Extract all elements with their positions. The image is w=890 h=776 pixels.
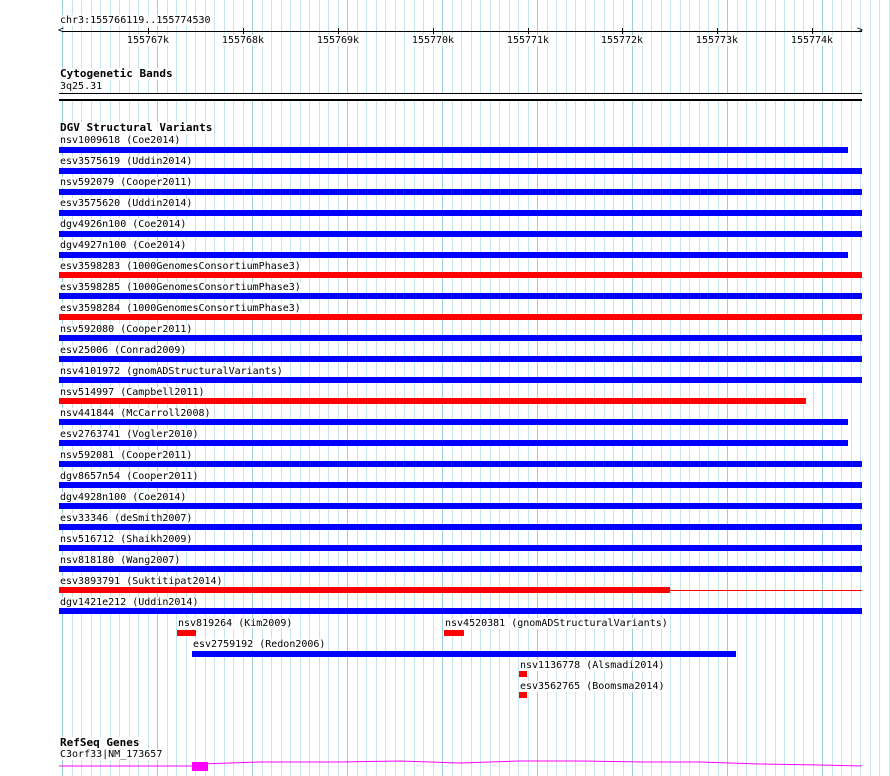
variant-label[interactable]: esv3562765 (Boomsma2014) xyxy=(520,681,665,692)
grid-line xyxy=(414,0,415,776)
dgv-track-title: DGV Structural Variants xyxy=(60,121,213,134)
variant-label[interactable]: esv3575620 (Uddin2014) xyxy=(60,198,193,209)
variant-bar-loss[interactable] xyxy=(59,314,862,320)
grid-line xyxy=(262,0,263,776)
variant-bar-gain[interactable] xyxy=(59,335,862,341)
variant-label[interactable]: nsv592081 (Cooper2011) xyxy=(60,450,193,461)
variant-bar-loss[interactable] xyxy=(519,692,527,698)
cytoband-track-title: Cytogenetic Bands xyxy=(60,67,173,80)
grid-line xyxy=(214,0,215,776)
variant-bar-gain[interactable] xyxy=(59,461,862,467)
variant-bar-loss[interactable] xyxy=(59,398,806,404)
ruler-tick-label: 155772k xyxy=(600,35,644,46)
grid-line xyxy=(860,0,861,776)
variant-label[interactable]: nsv4520381 (gnomADStructuralVariants) xyxy=(445,618,668,629)
grid-line xyxy=(385,0,386,776)
gene-label[interactable]: C3orf33|NM_173657 xyxy=(60,749,163,760)
grid-line xyxy=(461,0,462,776)
grid-line xyxy=(889,0,890,776)
grid-line xyxy=(699,0,700,776)
grid-line xyxy=(756,0,757,776)
grid-line xyxy=(290,0,291,776)
intron-line xyxy=(59,761,862,766)
grid-line xyxy=(366,0,367,776)
variant-bar-gain[interactable] xyxy=(59,440,848,446)
grid-line xyxy=(499,0,500,776)
variant-bar-loss[interactable] xyxy=(177,630,196,636)
grid-line xyxy=(879,0,880,776)
grid-line xyxy=(490,0,491,776)
ruler-tick-label: 155768k xyxy=(221,35,265,46)
grid-line xyxy=(803,0,804,776)
grid-line xyxy=(404,0,405,776)
variant-bar-gain[interactable] xyxy=(59,524,862,530)
variant-label[interactable]: nsv819264 (Kim2009) xyxy=(178,618,293,629)
grid-line xyxy=(338,0,339,776)
variant-label[interactable]: dgv8657n54 (Cooper2011) xyxy=(60,471,199,482)
variant-bar-loss[interactable] xyxy=(444,630,464,636)
exon-block[interactable] xyxy=(192,762,208,771)
grid-line xyxy=(300,0,301,776)
grid-line xyxy=(718,0,719,776)
variant-label[interactable]: nsv818180 (Wang2007) xyxy=(60,555,181,566)
variant-bar-gain[interactable] xyxy=(59,356,862,362)
grid-line xyxy=(452,0,453,776)
grid-line xyxy=(680,0,681,776)
variant-label[interactable]: esv33346 (deSmith2007) xyxy=(60,513,193,524)
variant-label[interactable]: dgv4927n100 (Coe2014) xyxy=(60,240,187,251)
variant-label[interactable]: dgv1421e212 (Uddin2014) xyxy=(60,597,199,608)
variant-extension-line xyxy=(670,590,862,591)
variant-label[interactable]: esv2763741 (Vogler2010) xyxy=(60,429,199,440)
grid-line xyxy=(670,0,671,776)
variant-bar-gain[interactable] xyxy=(59,608,862,614)
variant-bar-loss[interactable] xyxy=(59,587,670,593)
ruler-axis xyxy=(62,31,862,32)
variant-bar-gain[interactable] xyxy=(59,293,862,299)
variant-bar-gain[interactable] xyxy=(59,482,862,488)
refseq-track-title: RefSeq Genes xyxy=(60,736,140,749)
variant-bar-loss[interactable] xyxy=(519,671,527,677)
grid-line xyxy=(509,0,510,776)
variant-bar-gain[interactable] xyxy=(59,419,848,425)
region-label: chr3:155766119..155774530 xyxy=(60,15,211,26)
grid-line xyxy=(708,0,709,776)
track-divider xyxy=(59,100,862,101)
grid-line xyxy=(252,0,253,776)
grid-line xyxy=(281,0,282,776)
grid-line xyxy=(841,0,842,776)
grid-line xyxy=(851,0,852,776)
grid-line xyxy=(794,0,795,776)
grid-line xyxy=(746,0,747,776)
variant-bar-gain[interactable] xyxy=(59,252,848,258)
grid-line xyxy=(224,0,225,776)
grid-line xyxy=(433,0,434,776)
grid-line xyxy=(309,0,310,776)
variant-bar-gain[interactable] xyxy=(59,147,848,153)
variant-label[interactable]: nsv592080 (Cooper2011) xyxy=(60,324,193,335)
variant-label[interactable]: dgv4926n100 (Coe2014) xyxy=(60,219,187,230)
variant-bar-gain[interactable] xyxy=(59,503,862,509)
grid-line xyxy=(271,0,272,776)
variant-label[interactable]: esv3575619 (Uddin2014) xyxy=(60,156,193,167)
variant-label[interactable]: dgv4928n100 (Coe2014) xyxy=(60,492,187,503)
ruler-left-arrow-icon: < xyxy=(58,25,65,36)
variant-label[interactable]: esv3598283 (1000GenomesConsortiumPhase3) xyxy=(60,261,301,272)
variant-label[interactable]: nsv516712 (Shaikh2009) xyxy=(60,534,193,545)
grid-line xyxy=(347,0,348,776)
variant-bar-loss[interactable] xyxy=(59,272,862,278)
variant-bar-gain[interactable] xyxy=(59,231,862,237)
gene-model[interactable] xyxy=(0,758,890,776)
grid-line xyxy=(480,0,481,776)
variant-bar-gain[interactable] xyxy=(192,651,736,657)
grid-line xyxy=(423,0,424,776)
ruler-tick-label: 155770k xyxy=(411,35,455,46)
grid-line xyxy=(233,0,234,776)
ruler-tick-label: 155771k xyxy=(506,35,550,46)
grid-line xyxy=(328,0,329,776)
grid-line xyxy=(319,0,320,776)
grid-line xyxy=(737,0,738,776)
ruler-tick-label: 155767k xyxy=(126,35,170,46)
ruler-tick xyxy=(148,28,149,34)
ruler-tick xyxy=(812,28,813,34)
ruler-tick-label: 155773k xyxy=(695,35,739,46)
ruler-tick-label: 155769k xyxy=(316,35,360,46)
variant-label[interactable]: nsv1009618 (Coe2014) xyxy=(60,135,181,146)
variant-bar-gain[interactable] xyxy=(59,210,862,216)
variant-label[interactable]: nsv592079 (Cooper2011) xyxy=(60,177,193,188)
ruler-tick-label: 155774k xyxy=(790,35,834,46)
variant-bar-gain[interactable] xyxy=(59,377,862,383)
grid-line xyxy=(765,0,766,776)
variant-label[interactable]: esv25006 (Conrad2009) xyxy=(60,345,187,356)
grid-line xyxy=(395,0,396,776)
grid-line xyxy=(442,0,443,776)
grid-line xyxy=(870,0,871,776)
variant-label[interactable]: esv3598284 (1000GenomesConsortiumPhase3) xyxy=(60,303,301,314)
grid-line xyxy=(243,0,244,776)
variant-label[interactable]: esv3893791 (Suktitipat2014) xyxy=(60,576,223,587)
variant-bar-gain[interactable] xyxy=(59,545,862,551)
variant-bar-gain[interactable] xyxy=(59,168,862,174)
variant-label[interactable]: nsv441844 (McCarroll2008) xyxy=(60,408,211,419)
variant-label[interactable]: nsv1136778 (Alsmadi2014) xyxy=(520,660,665,671)
grid-line xyxy=(357,0,358,776)
ruler-tick xyxy=(243,28,244,34)
cytoband-bar[interactable] xyxy=(59,93,862,100)
variant-label[interactable]: nsv4101972 (gnomADStructuralVariants) xyxy=(60,366,283,377)
ruler-tick xyxy=(433,28,434,34)
variant-label[interactable]: nsv514997 (Campbell2011) xyxy=(60,387,205,398)
grid-line xyxy=(471,0,472,776)
grid-line xyxy=(813,0,814,776)
variant-label[interactable]: esv2759192 (Redon2006) xyxy=(193,639,326,650)
cytoband-label: 3q25.31 xyxy=(60,81,103,92)
grid-line xyxy=(832,0,833,776)
grid-line xyxy=(689,0,690,776)
ruler-tick xyxy=(622,28,623,34)
ruler-tick xyxy=(338,28,339,34)
variant-bar-gain[interactable] xyxy=(59,189,862,195)
ruler-right-arrow-icon: > xyxy=(857,25,864,36)
variant-bar-gain[interactable] xyxy=(59,566,862,572)
grid-line xyxy=(784,0,785,776)
grid-line xyxy=(822,0,823,776)
grid-line xyxy=(376,0,377,776)
variant-label[interactable]: esv3598285 (1000GenomesConsortiumPhase3) xyxy=(60,282,301,293)
ruler-tick xyxy=(717,28,718,34)
grid-line xyxy=(727,0,728,776)
ruler-tick xyxy=(528,28,529,34)
grid-line xyxy=(775,0,776,776)
